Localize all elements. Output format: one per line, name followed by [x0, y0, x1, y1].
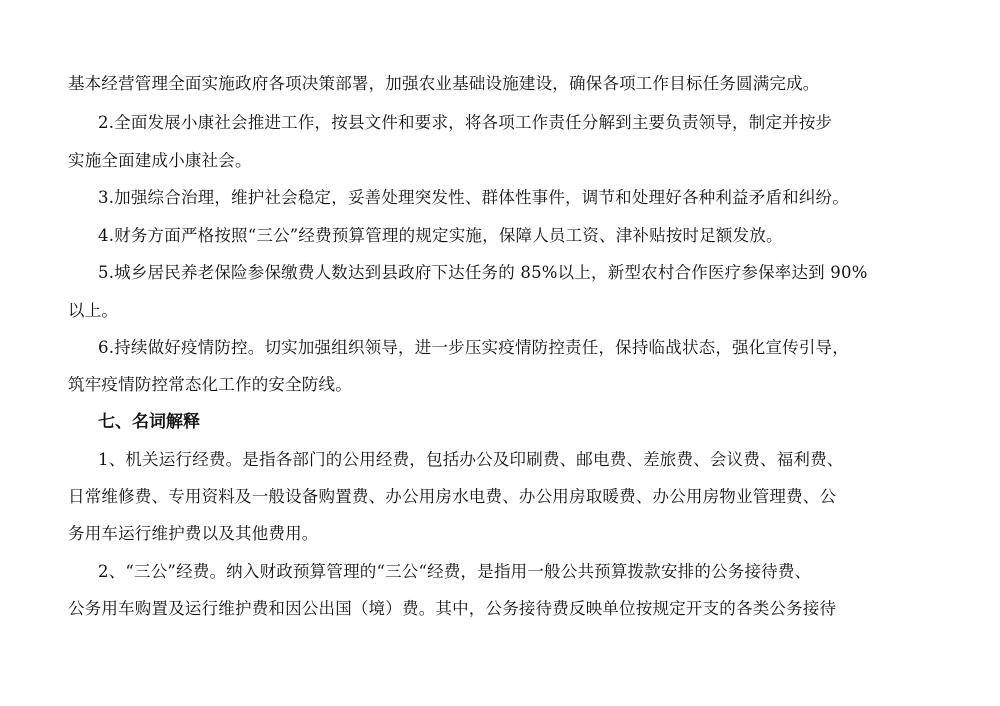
paragraph-line: 6.持续做好疫情防控。切实加强组织领导，进一步压实疫情防控责任，保持临战状态，强化宣传引导， [98, 338, 849, 357]
paragraph-line: 2.全面发展小康社会推进工作，按县文件和要求，将各项工作责任分解到主要负责领导，制定并按步 [98, 113, 833, 132]
paragraph-line: 5.城乡居民养老保险参保缴费人数达到县政府下达任务的 85%以上，新型农村合作医疗参保率达到 90% [98, 263, 868, 282]
paragraph-line: 实施全面建成小康社会。 [68, 151, 252, 170]
paragraph-line: 以上。 [68, 301, 119, 320]
paragraph-line: 4.财务方面严格按照“三公”经费预算管理的规定实施，保障人员工资、津补贴按时足额发放。 [98, 226, 783, 245]
paragraph-line: 筑牢疫情防控常态化工作的安全防线。 [68, 375, 352, 394]
paragraph-line: 日常维修费、专用资料及一般设备购置费、办公用房水电费、办公用房取暖费、办公用房物业管理费、公 [68, 487, 837, 506]
paragraph-line: 2、“三公”经费。纳入财政预算管理的“三公“经费，是指用一般公共预算拨款安排的公务接待费、 [98, 562, 812, 581]
section-heading: 七、名词解释 [98, 412, 200, 432]
paragraph-line: 务用车运行维护费以及其他费用。 [68, 524, 319, 543]
paragraph-line: 3.加强综合治理，维护社会稳定，妥善处理突发性、群体性事件，调节和处理好各种利益矛盾和纠纷。 [98, 188, 849, 207]
paragraph-line: 1、机关运行经费。是指各部门的公用经费，包括办公及印刷费、邮电费、差旅费、会议费、福利费、 [98, 450, 844, 469]
paragraph-line: 基本经营管理全面实施政府各项决策部署，加强农业基础设施建设，确保各项工作目标任务圆满完成。 [68, 74, 820, 93]
paragraph-line: 公务用车购置及运行维护费和因公出国（境）费。其中，公务接待费反映单位按规定开支的各类公务接待 [68, 599, 837, 618]
